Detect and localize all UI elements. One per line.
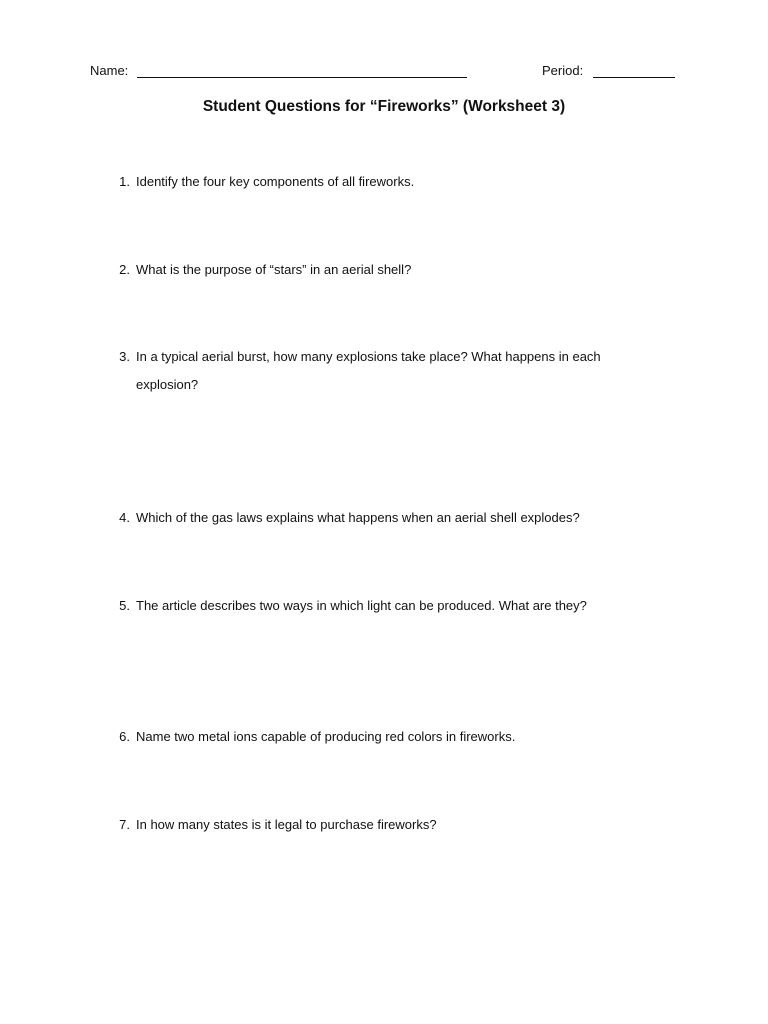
question-text: Which of the gas laws explains what happens when an aerial shell explodes? [136,510,580,525]
student-info-header [0,63,768,83]
question-number: 4. [119,510,130,525]
question-text: What is the purpose of “stars” in an aerial shell? [136,262,412,277]
question-text: Identify the four key components of all fireworks. [136,174,415,189]
period-blank-line[interactable] [593,77,675,78]
question-number: 1. [119,174,130,189]
question-text: The article describes two ways in which light can be produced. What are they? [136,598,587,613]
question-number: 5. [119,598,130,613]
period-label: Period: [542,63,584,78]
question-number: 2. [119,262,130,277]
name-blank-line[interactable] [137,77,467,78]
question-text: In how many states is it legal to purchase fireworks? [136,817,437,832]
question-number: 7. [119,817,130,832]
question-number: 6. [119,729,130,744]
worksheet-title: Student Questions for “Fireworks” (Worksheet 3) [202,98,566,115]
question-text: In a typical aerial burst, how many explosions take place? What happens in each explosion? [136,349,601,392]
question-text: Name two metal ions capable of producing red colors in fireworks. [136,729,516,744]
question-number: 3. [119,349,130,364]
name-label: Name: [90,63,129,78]
